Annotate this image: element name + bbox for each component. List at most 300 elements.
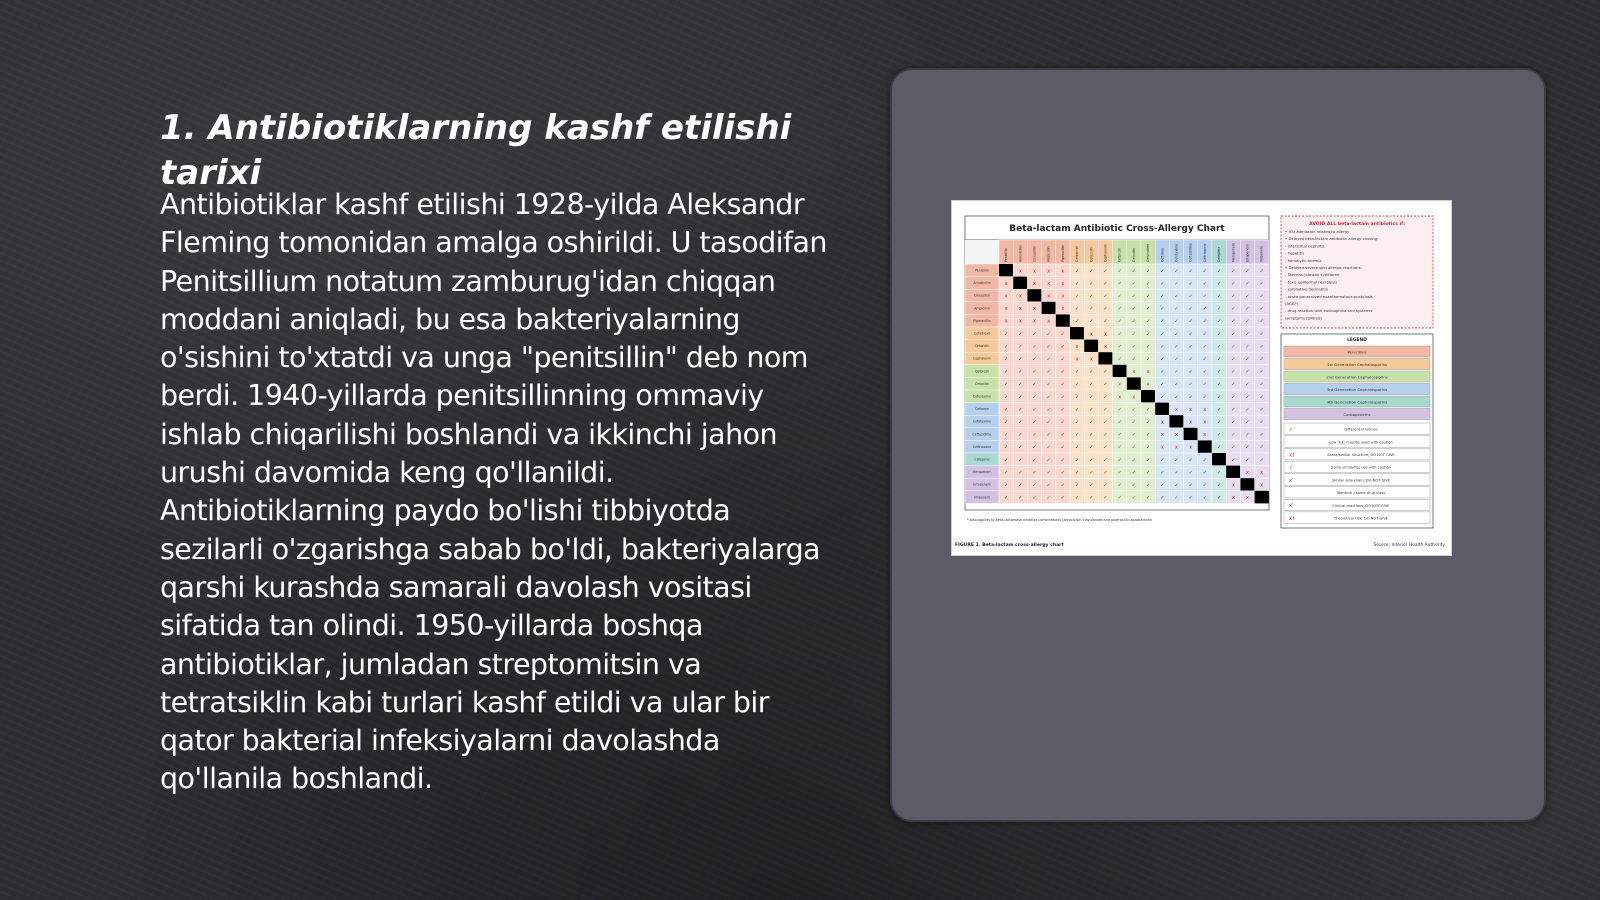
safe-mark: ✓	[1216, 495, 1222, 502]
safe-mark: ✓	[1089, 432, 1094, 439]
safe-mark: ✓	[1174, 381, 1179, 388]
cross-allergy-mark: x	[1018, 306, 1022, 313]
safe-mark: ✓	[1018, 419, 1023, 426]
safe-mark: ✓	[1131, 331, 1137, 338]
column-header-label: Cloxacillin	[1032, 245, 1037, 262]
safe-mark: ✓	[1074, 369, 1080, 376]
safe-mark: ✓	[1074, 318, 1080, 325]
matrix-diagonal-cell	[1155, 403, 1169, 416]
safe-mark: ✓	[1202, 394, 1208, 401]
row-header-label: Cefixime	[974, 407, 990, 412]
column-header-label: Imipenem	[1259, 245, 1264, 262]
matrix-diagonal-cell	[1184, 428, 1198, 441]
matrix-diagonal-cell	[1226, 466, 1240, 479]
cross-allergy-mark: x	[1047, 268, 1051, 275]
safe-mark: ✓	[1018, 406, 1023, 413]
safe-mark: ✓	[1046, 356, 1051, 363]
safe-mark: ✓	[1003, 369, 1009, 376]
safe-mark: ✓	[1131, 444, 1137, 451]
safe-mark: ✓	[1074, 495, 1080, 502]
safe-mark: ✓	[1131, 482, 1137, 489]
safe-mark: ✓	[1060, 394, 1066, 401]
column-header-label: Cefoxitin	[1131, 247, 1136, 262]
safe-mark: ✓	[1231, 293, 1236, 300]
safe-mark: ✓	[1089, 457, 1094, 464]
safe-mark: ✓	[1131, 293, 1137, 300]
safe-mark: ✓	[1145, 280, 1151, 287]
legend-label: 4th Generation Cephalosporins	[1326, 399, 1388, 405]
cross-allergy-mark: x	[1061, 293, 1065, 300]
cross-allergy-mark: x	[1231, 482, 1235, 489]
safe-mark: ✓	[1089, 444, 1094, 451]
cross-allergy-mark: x	[1004, 306, 1008, 313]
safe-mark: ✓	[1259, 293, 1264, 300]
safe-mark: ✓	[1145, 268, 1151, 275]
safe-mark: ✓	[1117, 495, 1122, 502]
column-header-label: Ceftriaxone	[1202, 243, 1207, 262]
safe-mark: ✓	[1245, 306, 1250, 313]
safe-mark: ✓	[1202, 482, 1208, 489]
safe-mark: ✓	[1060, 495, 1066, 502]
legend-rule-mark: x†	[1289, 452, 1295, 459]
safe-mark: ✓	[1032, 369, 1037, 376]
safe-mark: ✓	[1117, 469, 1122, 476]
safe-mark: ✓	[1160, 280, 1165, 287]
row-header-label: Penicillin	[975, 268, 989, 273]
safe-mark: ✓	[1003, 381, 1009, 388]
safe-mark: ✓	[1216, 356, 1222, 363]
safe-mark: ✓	[1060, 406, 1066, 413]
safe-mark: ✓	[1089, 280, 1094, 287]
safe-mark: ✓	[1231, 444, 1236, 451]
safe-mark: ✓	[1060, 432, 1066, 439]
safe-mark: ✓	[1231, 331, 1236, 338]
cross-allergy-mark: x	[1033, 280, 1036, 287]
safe-mark: ✓	[1259, 432, 1264, 439]
safe-mark: ✓	[1245, 381, 1250, 388]
safe-mark: ✓	[1089, 482, 1094, 489]
safe-mark: ✓	[1018, 457, 1023, 464]
safe-mark: ✓	[1018, 495, 1023, 502]
avoid-box-line: - drug reaction with eosinophilia and systemic	[1285, 308, 1373, 314]
safe-mark: ✓	[1089, 318, 1094, 325]
safe-mark: ✓	[1089, 306, 1094, 313]
safe-mark: ✓	[1202, 457, 1208, 464]
row-header-label: Cephalexin	[973, 356, 991, 361]
safe-mark: ✓	[1231, 406, 1236, 413]
row-header-label: Cloxacillin	[973, 293, 991, 298]
safe-mark: ✓	[1046, 331, 1051, 338]
safe-mark: ✓	[1003, 482, 1009, 489]
safe-mark: ✓	[1117, 306, 1122, 313]
safe-mark: ✓	[1259, 369, 1264, 376]
safe-mark: ✓	[1060, 419, 1066, 426]
legend-rule-label: Theoretical risk; DO NOT GIVE	[1333, 516, 1389, 521]
safe-mark: ✓	[1145, 419, 1151, 426]
safe-mark: ✓	[1117, 293, 1122, 300]
cross-allergy-mark: x	[1175, 406, 1178, 413]
safe-mark: ✓	[1103, 419, 1108, 426]
safe-mark: ✓	[1188, 318, 1193, 325]
safe-mark: ✓	[1032, 406, 1037, 413]
chart-footnote: * Also applies to beta-lactamase inhibitor combinations (amoxicillin-clavulanate and piperacillin-tazobactam)	[967, 518, 1153, 522]
safe-mark: ✓	[1245, 419, 1250, 426]
cross-allergy-mark: x	[1033, 318, 1036, 325]
safe-mark: ✓	[1188, 369, 1193, 376]
row-header-label: Ceftazidime	[972, 432, 992, 437]
safe-mark: ✓	[1174, 495, 1179, 502]
safe-mark: ✓	[1145, 293, 1151, 300]
safe-mark: ✓	[1174, 394, 1179, 401]
safe-mark: ✓	[1202, 469, 1208, 476]
safe-mark: ✓	[1160, 293, 1165, 300]
safe-mark: ✓	[1259, 318, 1264, 325]
legend-label: 2nd Generation Cephalosporins	[1326, 374, 1388, 380]
safe-mark: ✓	[1089, 406, 1094, 413]
safe-mark: ✓	[1032, 457, 1037, 464]
column-header-label: Ertapenem	[1245, 244, 1250, 262]
cross-allergy-mark: x	[1018, 293, 1022, 300]
safe-mark: ✓	[1188, 331, 1193, 338]
legend-rule-label: Clinical reactions; DO NOT GIVE	[1332, 503, 1390, 508]
safe-mark: ✓	[1231, 394, 1236, 401]
cross-allergy-mark: x	[1189, 406, 1193, 413]
safe-mark: ✓	[1103, 293, 1108, 300]
safe-mark: ✓	[1188, 306, 1193, 313]
legend-rule-mark: x†	[1289, 515, 1295, 522]
slide-title: 1. Antibiotiklarning kashf etilishi tarixi	[160, 108, 792, 193]
legend-rule-mark: ✓	[1289, 465, 1294, 472]
safe-mark: ✓	[1046, 482, 1051, 489]
safe-mark: ✓	[1018, 432, 1023, 439]
matrix-diagonal-cell	[1042, 302, 1056, 315]
safe-mark: ✓	[1160, 356, 1165, 363]
row-header-label: Piperacillin	[973, 318, 991, 323]
safe-mark: ✓	[1245, 331, 1250, 338]
safe-mark: ✓	[1259, 343, 1264, 350]
safe-mark: ✓	[1216, 280, 1222, 287]
safe-mark: ✓	[1089, 381, 1094, 388]
safe-mark: ✓	[1245, 280, 1250, 287]
safe-mark: ✓	[1202, 318, 1208, 325]
safe-mark: ✓	[1074, 394, 1080, 401]
matrix-diagonal-cell	[1113, 365, 1127, 378]
safe-mark: ✓	[1046, 444, 1051, 451]
safe-mark: ✓	[1131, 457, 1137, 464]
row-header-label: Cefazolin	[974, 344, 990, 349]
safe-mark: ✓	[1188, 356, 1193, 363]
row-header-label: Imipenem	[973, 495, 991, 500]
matrix-diagonal-cell	[1212, 453, 1226, 466]
row-header-label: Ampicillin	[974, 306, 990, 311]
safe-mark: ✓	[1259, 280, 1264, 287]
safe-mark: ✓	[1046, 432, 1051, 439]
safe-mark: ✓	[1245, 444, 1250, 451]
safe-mark: ✓	[1103, 432, 1108, 439]
avoid-box-line: - exfoliative dermatitis	[1285, 286, 1328, 292]
safe-mark: ✓	[1032, 419, 1037, 426]
safe-mark: ✓	[1018, 331, 1023, 338]
matrix-diagonal-cell	[1198, 440, 1212, 453]
safe-mark: ✓	[1160, 495, 1165, 502]
avoid-box-title: AVOID ALL beta-lactam antibiotics if:	[1309, 222, 1405, 227]
cross-allergy-chart-figure	[951, 200, 1452, 556]
cross-allergy-mark: x	[1047, 280, 1051, 287]
safe-mark: ✓	[1046, 495, 1051, 502]
safe-mark: ✓	[1131, 495, 1137, 502]
safe-mark: ✓	[1089, 293, 1094, 300]
safe-mark: ✓	[1074, 306, 1080, 313]
avoid-box-line: symptoms (DRESS)	[1285, 315, 1322, 321]
cross-allergy-mark: x	[1175, 444, 1178, 451]
cross-allergy-mark: x	[1118, 394, 1122, 401]
safe-mark: ✓	[1160, 306, 1165, 313]
legend-title: LEGEND	[1347, 338, 1367, 343]
safe-mark: ✓	[1202, 356, 1208, 363]
safe-mark: ✓	[1216, 306, 1222, 313]
safe-mark: ✓	[1003, 343, 1009, 350]
safe-mark: ✓	[1231, 419, 1236, 426]
row-header-label: Amoxicillin	[973, 281, 991, 286]
safe-mark: ✓	[1003, 495, 1009, 502]
cross-allergy-mark: x	[1047, 293, 1051, 300]
cross-allergy-mark: x	[1033, 268, 1036, 275]
safe-mark: ✓	[1103, 457, 1108, 464]
cross-allergy-mark: x	[1061, 280, 1065, 287]
cross-allergy-mark: x	[1089, 331, 1093, 338]
row-header-label: Cefuroxime	[972, 394, 992, 399]
matrix-diagonal-cell	[1141, 390, 1155, 403]
safe-mark: ✓	[1259, 394, 1264, 401]
chart-title: Beta-lactam Antibiotic Cross-Allergy Chart	[1009, 224, 1225, 234]
safe-mark: ✓	[1231, 356, 1236, 363]
safe-mark: ✓	[1174, 469, 1179, 476]
safe-mark: ✓	[1103, 268, 1108, 275]
safe-mark: ✓	[1018, 381, 1023, 388]
legend-rule-label: Identical / same drug class	[1336, 491, 1386, 496]
safe-mark: ✓	[1259, 306, 1264, 313]
safe-mark: ✓	[1160, 381, 1165, 388]
safe-mark: ✓	[1103, 469, 1108, 476]
safe-mark: ✓	[1018, 369, 1023, 376]
cross-allergy-mark: x	[1047, 318, 1051, 325]
safe-mark: ✓	[1174, 306, 1179, 313]
legend-rule-mark: x'	[1289, 503, 1294, 510]
cross-allergy-mark: x	[1132, 394, 1136, 401]
safe-mark: ✓	[1216, 331, 1222, 338]
safe-mark: ✓	[1060, 356, 1066, 363]
safe-mark: ✓	[1188, 495, 1193, 502]
safe-mark: ✓	[1060, 369, 1066, 376]
safe-mark: ✓	[1188, 293, 1193, 300]
safe-mark: ✓	[1245, 318, 1250, 325]
cross-allergy-mark: x	[1075, 343, 1079, 350]
safe-mark: ✓	[1245, 369, 1250, 376]
cross-allergy-mark: x	[1160, 444, 1164, 451]
cross-allergy-mark: x	[1203, 432, 1207, 439]
safe-mark: ✓	[1131, 343, 1137, 350]
safe-mark: ✓	[1060, 482, 1066, 489]
cross-allergy-mark: x	[1231, 495, 1235, 502]
safe-mark: ✓	[1216, 343, 1222, 350]
safe-mark: ✓	[1131, 469, 1137, 476]
cross-allergy-mark: x	[1075, 356, 1079, 363]
safe-mark: ✓	[1160, 318, 1165, 325]
figure-caption: FIGURE 1. Beta-lactam cross-allergy chart	[955, 543, 1064, 548]
safe-mark: ✓	[1216, 406, 1222, 413]
safe-mark: ✓	[1145, 469, 1151, 476]
safe-mark: ✓	[1188, 268, 1193, 275]
cross-allergy-mark: x	[1004, 293, 1008, 300]
avoid-box-line: - hemolytic anemia	[1285, 257, 1322, 263]
safe-mark: ✓	[1216, 268, 1222, 275]
safe-mark: ✓	[1231, 306, 1236, 313]
safe-mark: ✓	[1216, 394, 1222, 401]
safe-mark: ✓	[1074, 419, 1080, 426]
row-header-label: Ceftriaxone	[972, 444, 992, 449]
safe-mark: ✓	[1216, 381, 1222, 388]
safe-mark: ✓	[1188, 280, 1193, 287]
legend-rule-mark: x'	[1289, 477, 1294, 484]
matrix-diagonal-cell	[1169, 415, 1183, 428]
cross-allergy-mark: x	[1189, 419, 1193, 426]
safe-mark: ✓	[1018, 469, 1023, 476]
cross-allergy-mark: x	[1260, 469, 1264, 476]
safe-mark: ✓	[1060, 457, 1066, 464]
safe-mark: ✓	[1103, 318, 1108, 325]
cross-allergy-mark: x	[1004, 280, 1008, 287]
safe-mark: ✓	[1174, 331, 1179, 338]
safe-mark: ✓	[1245, 268, 1250, 275]
safe-mark: ✓	[1117, 457, 1122, 464]
safe-mark: ✓	[1117, 419, 1122, 426]
column-header-label: Cefadroxil	[1075, 245, 1080, 262]
cross-allergy-mark: x	[1104, 331, 1107, 338]
safe-mark: ✓	[1174, 268, 1179, 275]
safe-mark: ✓	[1231, 381, 1236, 388]
matrix-diagonal-cell	[1027, 289, 1041, 302]
safe-mark: ✓	[1245, 356, 1250, 363]
safe-mark: ✓	[1145, 432, 1151, 439]
safe-mark: ✓	[1046, 394, 1051, 401]
cross-allergy-mark: x	[1203, 406, 1207, 413]
safe-mark: ✓	[1103, 280, 1108, 287]
safe-mark: ✓	[1259, 419, 1264, 426]
safe-mark: ✓	[1145, 495, 1151, 502]
safe-mark: ✓	[1245, 293, 1250, 300]
safe-mark: ✓	[1188, 457, 1193, 464]
row-header-label: Cefadroxil	[973, 331, 991, 336]
cross-allergy-mark: x	[1018, 268, 1022, 275]
row-header-label: Cefprozil	[975, 369, 989, 374]
safe-mark: ✓	[1231, 318, 1236, 325]
safe-mark: ✓	[1160, 457, 1165, 464]
safe-mark: ✓	[1216, 469, 1222, 476]
safe-mark: ✓	[1202, 268, 1208, 275]
avoid-box-line: - Stevens-Johnson syndrome	[1285, 272, 1340, 278]
safe-mark: ✓	[1174, 457, 1179, 464]
matrix-diagonal-cell	[1255, 491, 1269, 504]
safe-mark: ✓	[1202, 343, 1208, 350]
safe-mark: ✓	[1160, 482, 1165, 489]
safe-mark: ✓	[1245, 457, 1250, 464]
safe-mark: ✓	[1188, 343, 1193, 350]
safe-mark: ✓	[1259, 331, 1264, 338]
safe-mark: ✓	[1018, 394, 1023, 401]
safe-mark: ✓	[1245, 394, 1250, 401]
safe-mark: ✓	[1060, 343, 1066, 350]
safe-mark: ✓	[1103, 406, 1108, 413]
column-header-label: Cefixime	[1160, 247, 1165, 262]
avoid-box-line: (AGEP)	[1285, 301, 1299, 306]
safe-mark: ✓	[1046, 469, 1051, 476]
safe-mark: ✓	[1074, 406, 1080, 413]
safe-mark: ✓	[1117, 280, 1122, 287]
safe-mark: ✓	[1145, 356, 1151, 363]
safe-mark: ✓	[1202, 369, 1208, 376]
safe-mark: ✓	[1046, 419, 1051, 426]
legend-rule-label: Same/similar structure; DO NOT GIVE	[1327, 453, 1395, 457]
safe-mark: ✓	[1046, 369, 1051, 376]
cross-allergy-mark: x	[1175, 432, 1178, 439]
safe-mark: ✓	[1103, 495, 1108, 502]
avoid-box-line: • Delayed beta-lactam antibiotic allergy causing:	[1285, 236, 1379, 242]
safe-mark: ✓	[1032, 331, 1037, 338]
safe-mark: ✓	[1259, 381, 1264, 388]
avoid-box-line: - interstitial nephritis	[1285, 243, 1325, 249]
safe-mark: ✓	[1131, 268, 1137, 275]
cross-allergy-mark: x	[1160, 432, 1164, 439]
safe-mark: ✓	[1074, 381, 1080, 388]
safe-mark: ✓	[1117, 444, 1122, 451]
safe-mark: ✓	[1202, 495, 1208, 502]
safe-mark: ✓	[1046, 381, 1051, 388]
safe-mark: ✓	[1103, 394, 1108, 401]
safe-mark: ✓	[1145, 482, 1151, 489]
legend-rule-label: Low risk; may be used with caution	[1329, 440, 1393, 445]
safe-mark: ✓	[1032, 495, 1037, 502]
safe-mark: ✓	[1131, 419, 1137, 426]
avoid-box-line: - hepatitis	[1285, 250, 1305, 256]
safe-mark: ✓	[1089, 495, 1094, 502]
cross-allergy-mark: x	[1160, 419, 1164, 426]
safe-mark: ✓	[1074, 482, 1080, 489]
safe-mark: ✓	[1231, 369, 1236, 376]
safe-mark: ✓	[1074, 469, 1080, 476]
cross-allergy-mark: x	[1132, 369, 1136, 376]
safe-mark: ✓	[1103, 381, 1108, 388]
row-header-label: Cefotaxime	[972, 419, 992, 424]
avoid-box-line: - acute generalized exanthematous pustulosis	[1285, 293, 1373, 299]
legend-label: 3rd Generation Cephalosporins	[1326, 386, 1388, 392]
safe-mark: ✓	[1018, 343, 1023, 350]
column-header-label: Cephalexin	[1103, 244, 1108, 262]
safe-mark: ✓	[1245, 406, 1250, 413]
cross-allergy-mark: x	[1146, 369, 1150, 376]
safe-mark: ✓	[1259, 268, 1264, 275]
safe-mark: ✓	[1032, 356, 1037, 363]
safe-mark: ✓	[1259, 457, 1264, 464]
legend-label: Carbapenems	[1343, 411, 1371, 417]
safe-mark: ✓	[1003, 419, 1009, 426]
matrix-diagonal-cell	[1013, 277, 1027, 290]
safe-mark: ✓	[1131, 432, 1137, 439]
cross-allergy-mark: x	[1104, 343, 1107, 350]
safe-mark: ✓	[1145, 457, 1151, 464]
row-header-label: Cefepime	[974, 457, 990, 462]
safe-mark: ✓	[1160, 268, 1165, 275]
safe-mark: ✓	[1174, 343, 1179, 350]
